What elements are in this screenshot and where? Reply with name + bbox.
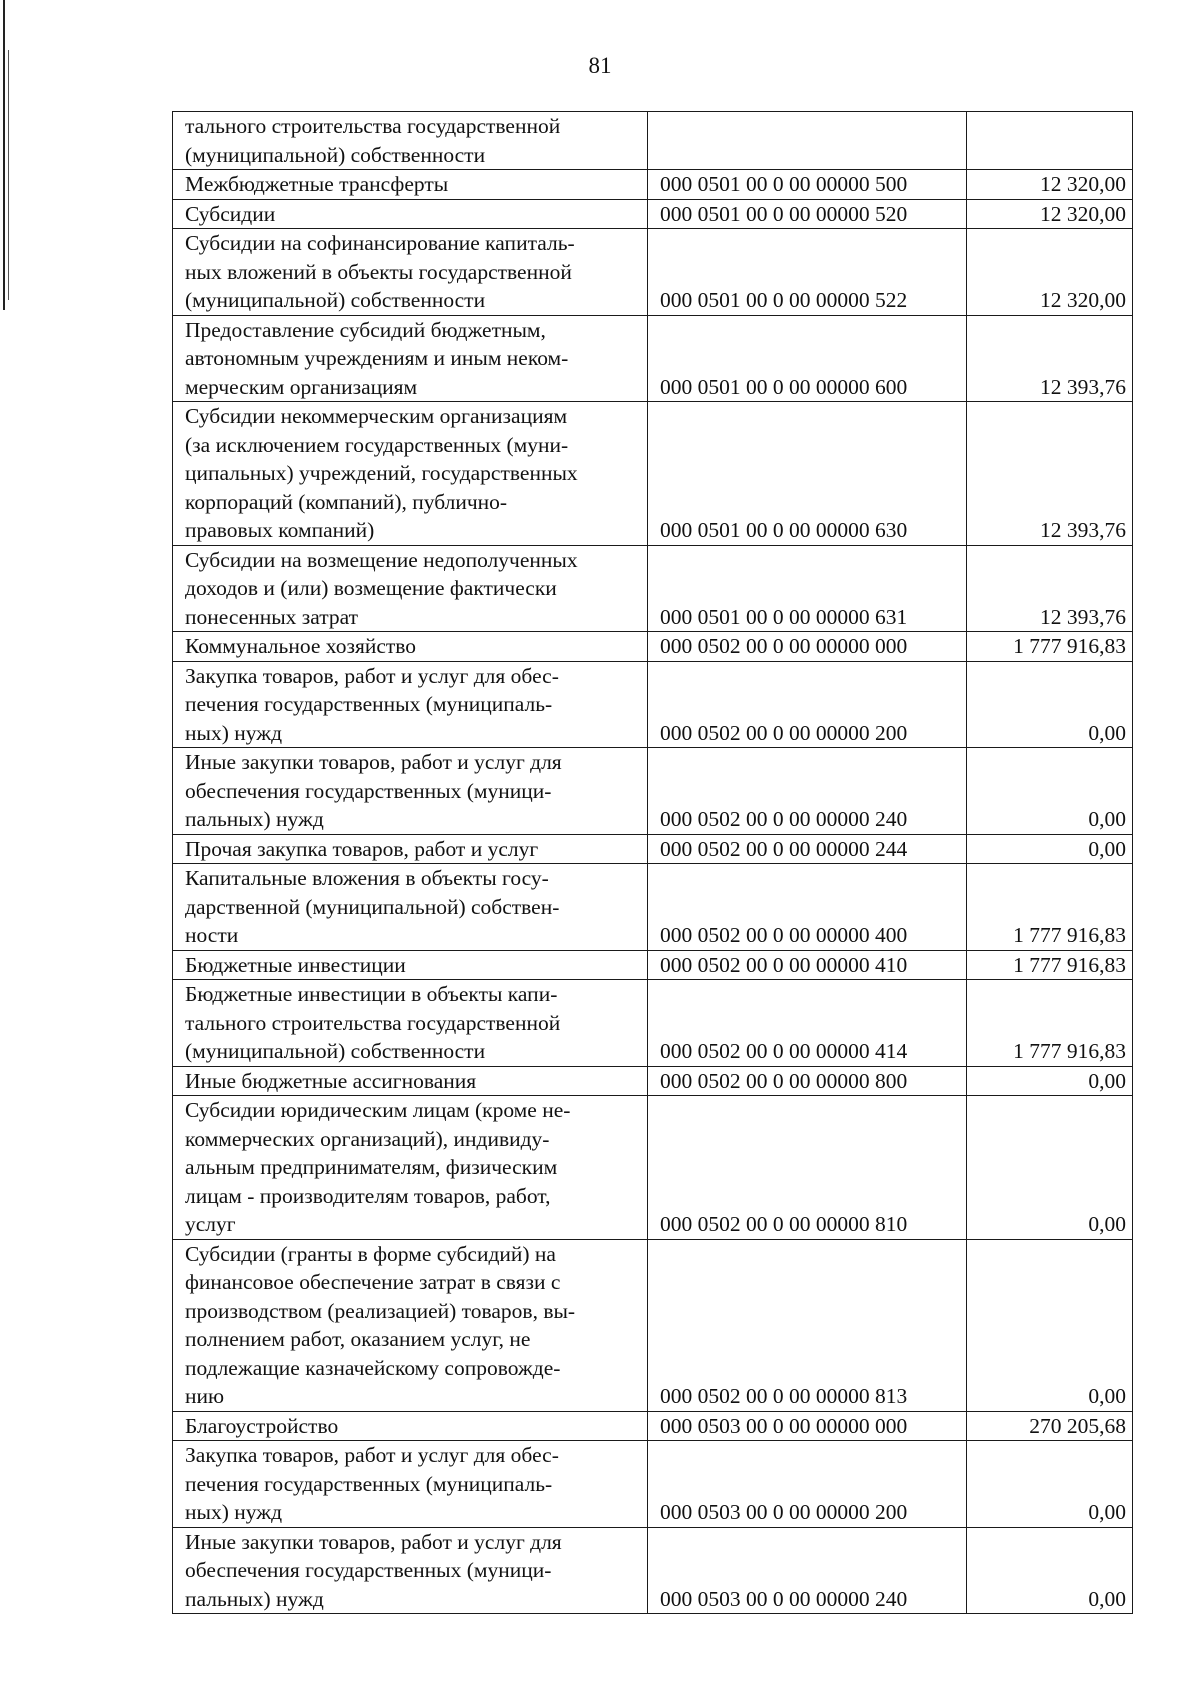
row-sum-cell: 270 205,68 xyxy=(967,1411,1133,1441)
row-name-cell xyxy=(173,632,648,662)
row-sum-cell: 0,00 xyxy=(967,661,1133,748)
row-sum-cell: 0,00 xyxy=(967,1096,1133,1240)
row-code-cell: 000 0501 00 0 00 00000 522 xyxy=(648,229,967,316)
row-name-cell xyxy=(173,1441,648,1528)
table-row xyxy=(173,112,1133,170)
row-code-cell: 000 0501 00 0 00 00000 600 xyxy=(648,315,967,402)
row-name-line: Благоустройство xyxy=(185,1413,339,1438)
row-name-line: нию xyxy=(185,1384,225,1408)
row-name-line: правовых компаний) xyxy=(185,518,375,542)
row-name-cell xyxy=(173,229,648,316)
row-code-cell: 000 0503 00 0 00 00000 000 xyxy=(648,1411,967,1441)
row-name-line: ных) нужд xyxy=(185,720,283,745)
row-name-line: пальных) нужд xyxy=(185,807,324,831)
row-name-cell xyxy=(173,980,648,1067)
row-name-line: Субсидии юридическим лицам (кроме не- xyxy=(185,1098,571,1122)
row-code-cell: 000 0503 00 0 00 00000 200 xyxy=(648,1441,967,1528)
row-sum-cell: 1 777 916,83 xyxy=(967,980,1133,1067)
row-name-line: Бюджетные инвестиции в объекты капи- xyxy=(185,982,558,1006)
row-name-line: альным предпринимателям, физическим xyxy=(185,1155,558,1179)
row-name-line: Иные бюджетные ассигнования xyxy=(185,1068,477,1093)
page-number: 81 xyxy=(588,53,612,78)
row-sum-cell: 1 777 916,83 xyxy=(967,632,1133,662)
row-name-line: Предоставление субсидий бюджетным, xyxy=(185,317,546,342)
table-row xyxy=(173,229,1133,316)
row-sum-cell: 12 393,76 xyxy=(967,315,1133,402)
row-name-line: Капитальные вложения в объекты госу- xyxy=(185,866,549,890)
row-name-line: коммерческих организаций), индивиду- xyxy=(185,1126,550,1151)
table-row xyxy=(173,632,1133,662)
row-sum-cell: 1 777 916,83 xyxy=(967,950,1133,980)
row-code-cell: 000 0502 00 0 00 00000 244 xyxy=(648,834,967,864)
row-name-line: печения государственных (муниципаль- xyxy=(185,692,553,716)
row-code-cell: 000 0501 00 0 00 00000 520 xyxy=(648,199,967,229)
table-row xyxy=(173,170,1133,200)
row-sum-cell: 0,00 xyxy=(967,1527,1133,1614)
row-name-cell xyxy=(173,112,648,170)
row-name-line: печения государственных (муниципаль- xyxy=(185,1471,553,1496)
row-code-cell: 000 0502 00 0 00 00000 200 xyxy=(648,661,967,748)
row-code-cell: 000 0503 00 0 00 00000 240 xyxy=(648,1527,967,1614)
table-row xyxy=(173,315,1133,402)
row-name-line: понесенных затрат xyxy=(185,604,359,629)
row-name-line: производством (реализацией) товаров, вы- xyxy=(185,1298,576,1323)
row-name-cell xyxy=(173,834,648,864)
row-name-cell xyxy=(173,1096,648,1240)
row-name-cell xyxy=(173,864,648,951)
row-name-line: Бюджетные инвестиции xyxy=(185,952,406,977)
row-name-line: ности xyxy=(185,923,239,947)
row-name-line: ных) нужд xyxy=(185,1500,283,1524)
row-name-cell xyxy=(173,315,648,402)
table-row xyxy=(173,402,1133,546)
table-row xyxy=(173,1441,1133,1528)
row-sum-cell: 0,00 xyxy=(967,834,1133,864)
row-name-line: доходов и (или) возмещение фактически xyxy=(185,576,557,600)
row-code-cell: 000 0501 00 0 00 00000 630 xyxy=(648,402,967,546)
row-name-line: ных вложений в объекты государственной xyxy=(185,259,572,284)
row-name-line: Иные закупки товаров, работ и услуг для xyxy=(185,1529,562,1554)
row-code-cell: 000 0502 00 0 00 00000 813 xyxy=(648,1239,967,1411)
row-sum-cell: 12 320,00 xyxy=(967,199,1133,229)
row-sum-cell: 12 320,00 xyxy=(967,170,1133,200)
row-name-line: Субсидии некоммерческим организациям xyxy=(185,404,568,428)
table-row xyxy=(173,661,1133,748)
row-code-cell: 000 0502 00 0 00 00000 800 xyxy=(648,1066,967,1096)
row-code-cell: 000 0502 00 0 00 00000 240 xyxy=(648,748,967,835)
row-name-line: пальных) нужд xyxy=(185,1586,324,1611)
row-name-line: Межбюджетные трансферты xyxy=(185,172,449,196)
row-name-line: (муниципальной) собственности xyxy=(185,142,486,167)
row-name-line: корпораций (компаний), публично- xyxy=(185,489,508,514)
row-name-line: обеспечения государственных (муници- xyxy=(185,1558,552,1582)
table-row xyxy=(173,545,1133,632)
row-name-line: обеспечения государственных (муници- xyxy=(185,778,552,803)
row-name-cell xyxy=(173,1066,648,1096)
row-name-line: дарственной (муниципальной) собствен- xyxy=(185,894,560,919)
row-name-line: тального строительства государственной xyxy=(185,114,561,138)
row-code-cell xyxy=(648,112,967,170)
row-name-line: (муниципальной) собственности xyxy=(185,288,486,312)
scan-edge-line xyxy=(8,50,9,300)
row-code-cell: 000 0502 00 0 00 00000 410 xyxy=(648,950,967,980)
row-code-cell: 000 0501 00 0 00 00000 500 xyxy=(648,170,967,200)
row-name-line: подлежащие казначейскому сопровожде- xyxy=(185,1355,561,1380)
row-sum-cell: 0,00 xyxy=(967,1066,1133,1096)
table-row xyxy=(173,864,1133,951)
table-row xyxy=(173,199,1133,229)
row-name-line: Иные закупки товаров, работ и услуг для xyxy=(185,750,562,774)
row-code-cell: 000 0502 00 0 00 00000 414 xyxy=(648,980,967,1067)
row-name-line: (за исключением государственных (муни- xyxy=(185,432,569,457)
row-name-line: услуг xyxy=(185,1212,236,1236)
row-name-cell xyxy=(173,170,648,200)
table-row xyxy=(173,1239,1133,1411)
table-row xyxy=(173,1096,1133,1240)
row-name-line: Субсидии xyxy=(185,201,276,226)
row-name-line: финансовое обеспечение затрат в связи с xyxy=(185,1270,561,1294)
row-name-line: лицам - производителям товаров, работ, xyxy=(185,1183,551,1208)
row-sum-cell: 0,00 xyxy=(967,748,1133,835)
row-sum-cell xyxy=(967,112,1133,170)
table-row xyxy=(173,1527,1133,1614)
budget-table xyxy=(172,111,1133,1614)
row-code-cell: 000 0502 00 0 00 00000 810 xyxy=(648,1096,967,1240)
budget-table-body xyxy=(173,112,1133,1614)
row-sum-cell: 12 320,00 xyxy=(967,229,1133,316)
row-name-cell xyxy=(173,402,648,546)
row-name-line: автономным учреждениям и иным неком- xyxy=(185,346,569,370)
row-sum-cell: 0,00 xyxy=(967,1441,1133,1528)
table-row xyxy=(173,834,1133,864)
table-row xyxy=(173,950,1133,980)
row-name-line: Закупка товаров, работ и услуг для обес- xyxy=(185,1443,559,1467)
row-name-line: Субсидии на софинансирование капиталь- xyxy=(185,231,575,255)
row-name-line: Закупка товаров, работ и услуг для обес- xyxy=(185,663,559,688)
row-name-cell xyxy=(173,1239,648,1411)
row-name-line: Субсидии (гранты в форме субсидий) на xyxy=(185,1241,556,1266)
row-name-line: Субсидии на возмещение недополученных xyxy=(185,547,578,572)
row-name-line: ципальных) учреждений, государственных xyxy=(185,461,578,485)
row-code-cell: 000 0502 00 0 00 00000 400 xyxy=(648,864,967,951)
row-name-cell xyxy=(173,1411,648,1441)
row-name-line: Коммунальное хозяйство xyxy=(185,634,417,658)
scan-edge-line xyxy=(3,0,5,310)
row-name-line: мерческим организациям xyxy=(185,374,418,399)
row-name-line: полнением работ, оказанием услуг, не xyxy=(185,1327,531,1351)
row-name-line: Прочая закупка товаров, работ и услуг xyxy=(185,836,539,861)
row-code-cell: 000 0501 00 0 00 00000 631 xyxy=(648,545,967,632)
table-row xyxy=(173,1411,1133,1441)
row-name-cell xyxy=(173,1527,648,1614)
row-sum-cell: 12 393,76 xyxy=(967,402,1133,546)
table-row xyxy=(173,1066,1133,1096)
row-sum-cell: 1 777 916,83 xyxy=(967,864,1133,951)
row-code-cell: 000 0502 00 0 00 00000 000 xyxy=(648,632,967,662)
row-name-cell xyxy=(173,545,648,632)
row-name-cell xyxy=(173,950,648,980)
row-name-cell xyxy=(173,748,648,835)
table-row xyxy=(173,980,1133,1067)
row-name-line: тального строительства государственной xyxy=(185,1010,561,1035)
row-sum-cell: 0,00 xyxy=(967,1239,1133,1411)
table-row xyxy=(173,748,1133,835)
row-name-line: (муниципальной) собственности xyxy=(185,1039,486,1063)
row-name-cell xyxy=(173,199,648,229)
row-sum-cell: 12 393,76 xyxy=(967,545,1133,632)
row-name-cell xyxy=(173,661,648,748)
